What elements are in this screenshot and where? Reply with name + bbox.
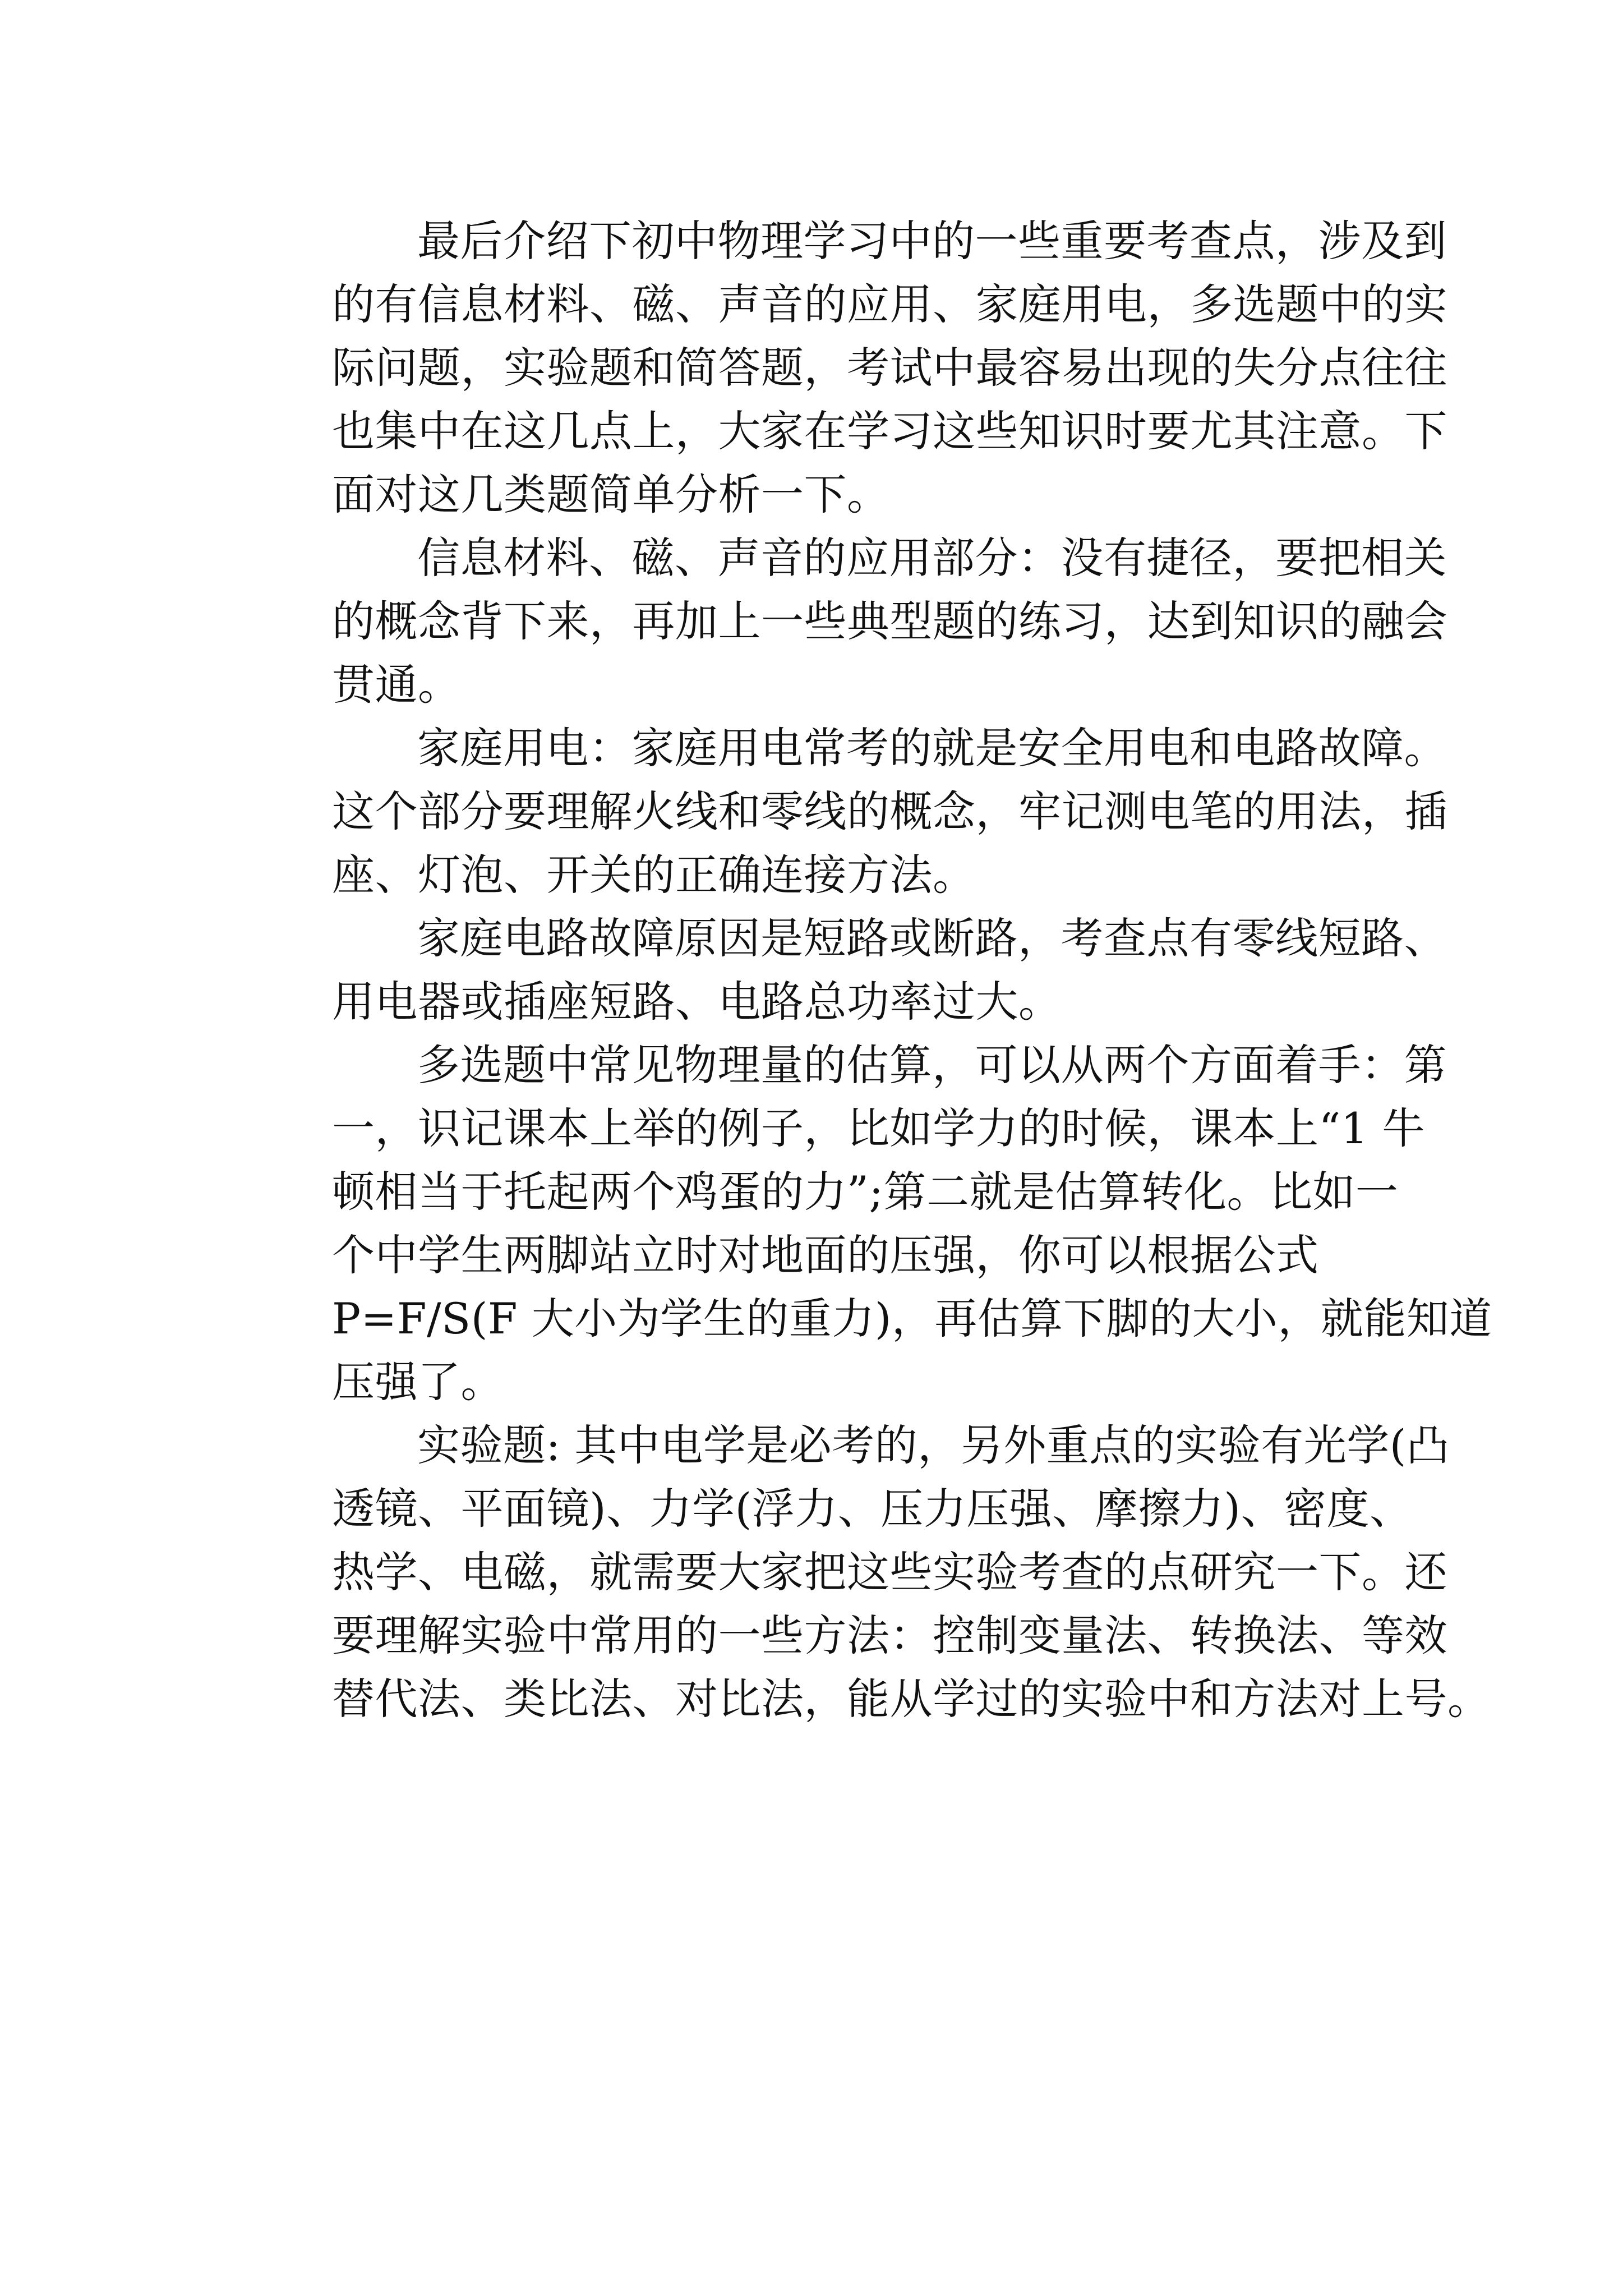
text-line: 顿相当于托起两个鸡蛋的力”;第二就是估算转化。比如一: [332, 1167, 1399, 1217]
text-line: 的概念背下来，再加上一些典型题的练习，达到知识的融会: [332, 596, 1447, 646]
text-line: 压强了。: [332, 1357, 504, 1407]
paragraph-intro: [247, 209, 1447, 526]
text-line: 家庭用电：家庭用电常考的就是安全用电和电路故障。: [417, 723, 1447, 773]
text-line: 替代法、类比法、对比法，能从学过的实验中和方法对上号。: [332, 1674, 1491, 1724]
text-line: 个中学生两脚站立时对地面的压强，你可以根据公式: [332, 1230, 1319, 1280]
text-line: 用电器或插座短路、电路总功率过大。: [332, 977, 1062, 1027]
paragraph-household-electricity: [247, 716, 1447, 907]
document-body: [247, 209, 1492, 1731]
paragraph-experiments: [247, 1414, 1491, 1731]
text-line: P=F/S(F 大小为学生的重力)，再估算下脚的大小，就能知道: [332, 1294, 1492, 1343]
text-line: 透镜、平面镜)、力学(浮力、压力压强、摩擦力)、密度、: [332, 1484, 1413, 1534]
text-line: 信息材料、磁、声音的应用部分：没有捷径，要把相关: [417, 533, 1447, 583]
text-line: 际问题，实验题和简答题，考试中最容易出现的失分点往往: [332, 343, 1447, 393]
paragraph-info-materials: [247, 526, 1447, 716]
paragraph-circuit-faults: [247, 907, 1447, 1033]
paragraph-estimation: [247, 1033, 1492, 1414]
text-line: 这个部分要理解火线和零线的概念，牢记测电笔的用法，插: [332, 786, 1447, 836]
text-line: 实验题: 其中电学是必考的，另外重点的实验有光学(凸: [417, 1420, 1450, 1470]
text-line: 家庭电路故障原因是短路或断路，考查点有零线短路、: [417, 913, 1447, 963]
text-line: 也集中在这几点上，大家在学习这些知识时要尤其注意。下: [332, 406, 1447, 456]
text-line: 热学、电磁，就需要大家把这些实验考查的点研究一下。还: [332, 1547, 1447, 1597]
text-line: 的有信息材料、磁、声音的应用、家庭用电，多选题中的实: [332, 279, 1447, 329]
text-line: 座、灯泡、开关的正确连接方法。: [332, 850, 976, 900]
text-line: 最后介绍下初中物理学习中的一些重要考查点，涉及到: [417, 216, 1447, 266]
text-line: 一，识记课本上举的例子，比如学力的时候，课本上“1 牛: [332, 1103, 1425, 1153]
text-line: 面对这几类题简单分析一下。: [332, 470, 890, 519]
text-line: 贯通。: [332, 660, 461, 710]
text-line: 多选题中常见物理量的估算，可以从两个方面着手：第: [417, 1040, 1447, 1090]
text-line: 要理解实验中常用的一些方法：控制变量法、转换法、等效: [332, 1611, 1447, 1660]
